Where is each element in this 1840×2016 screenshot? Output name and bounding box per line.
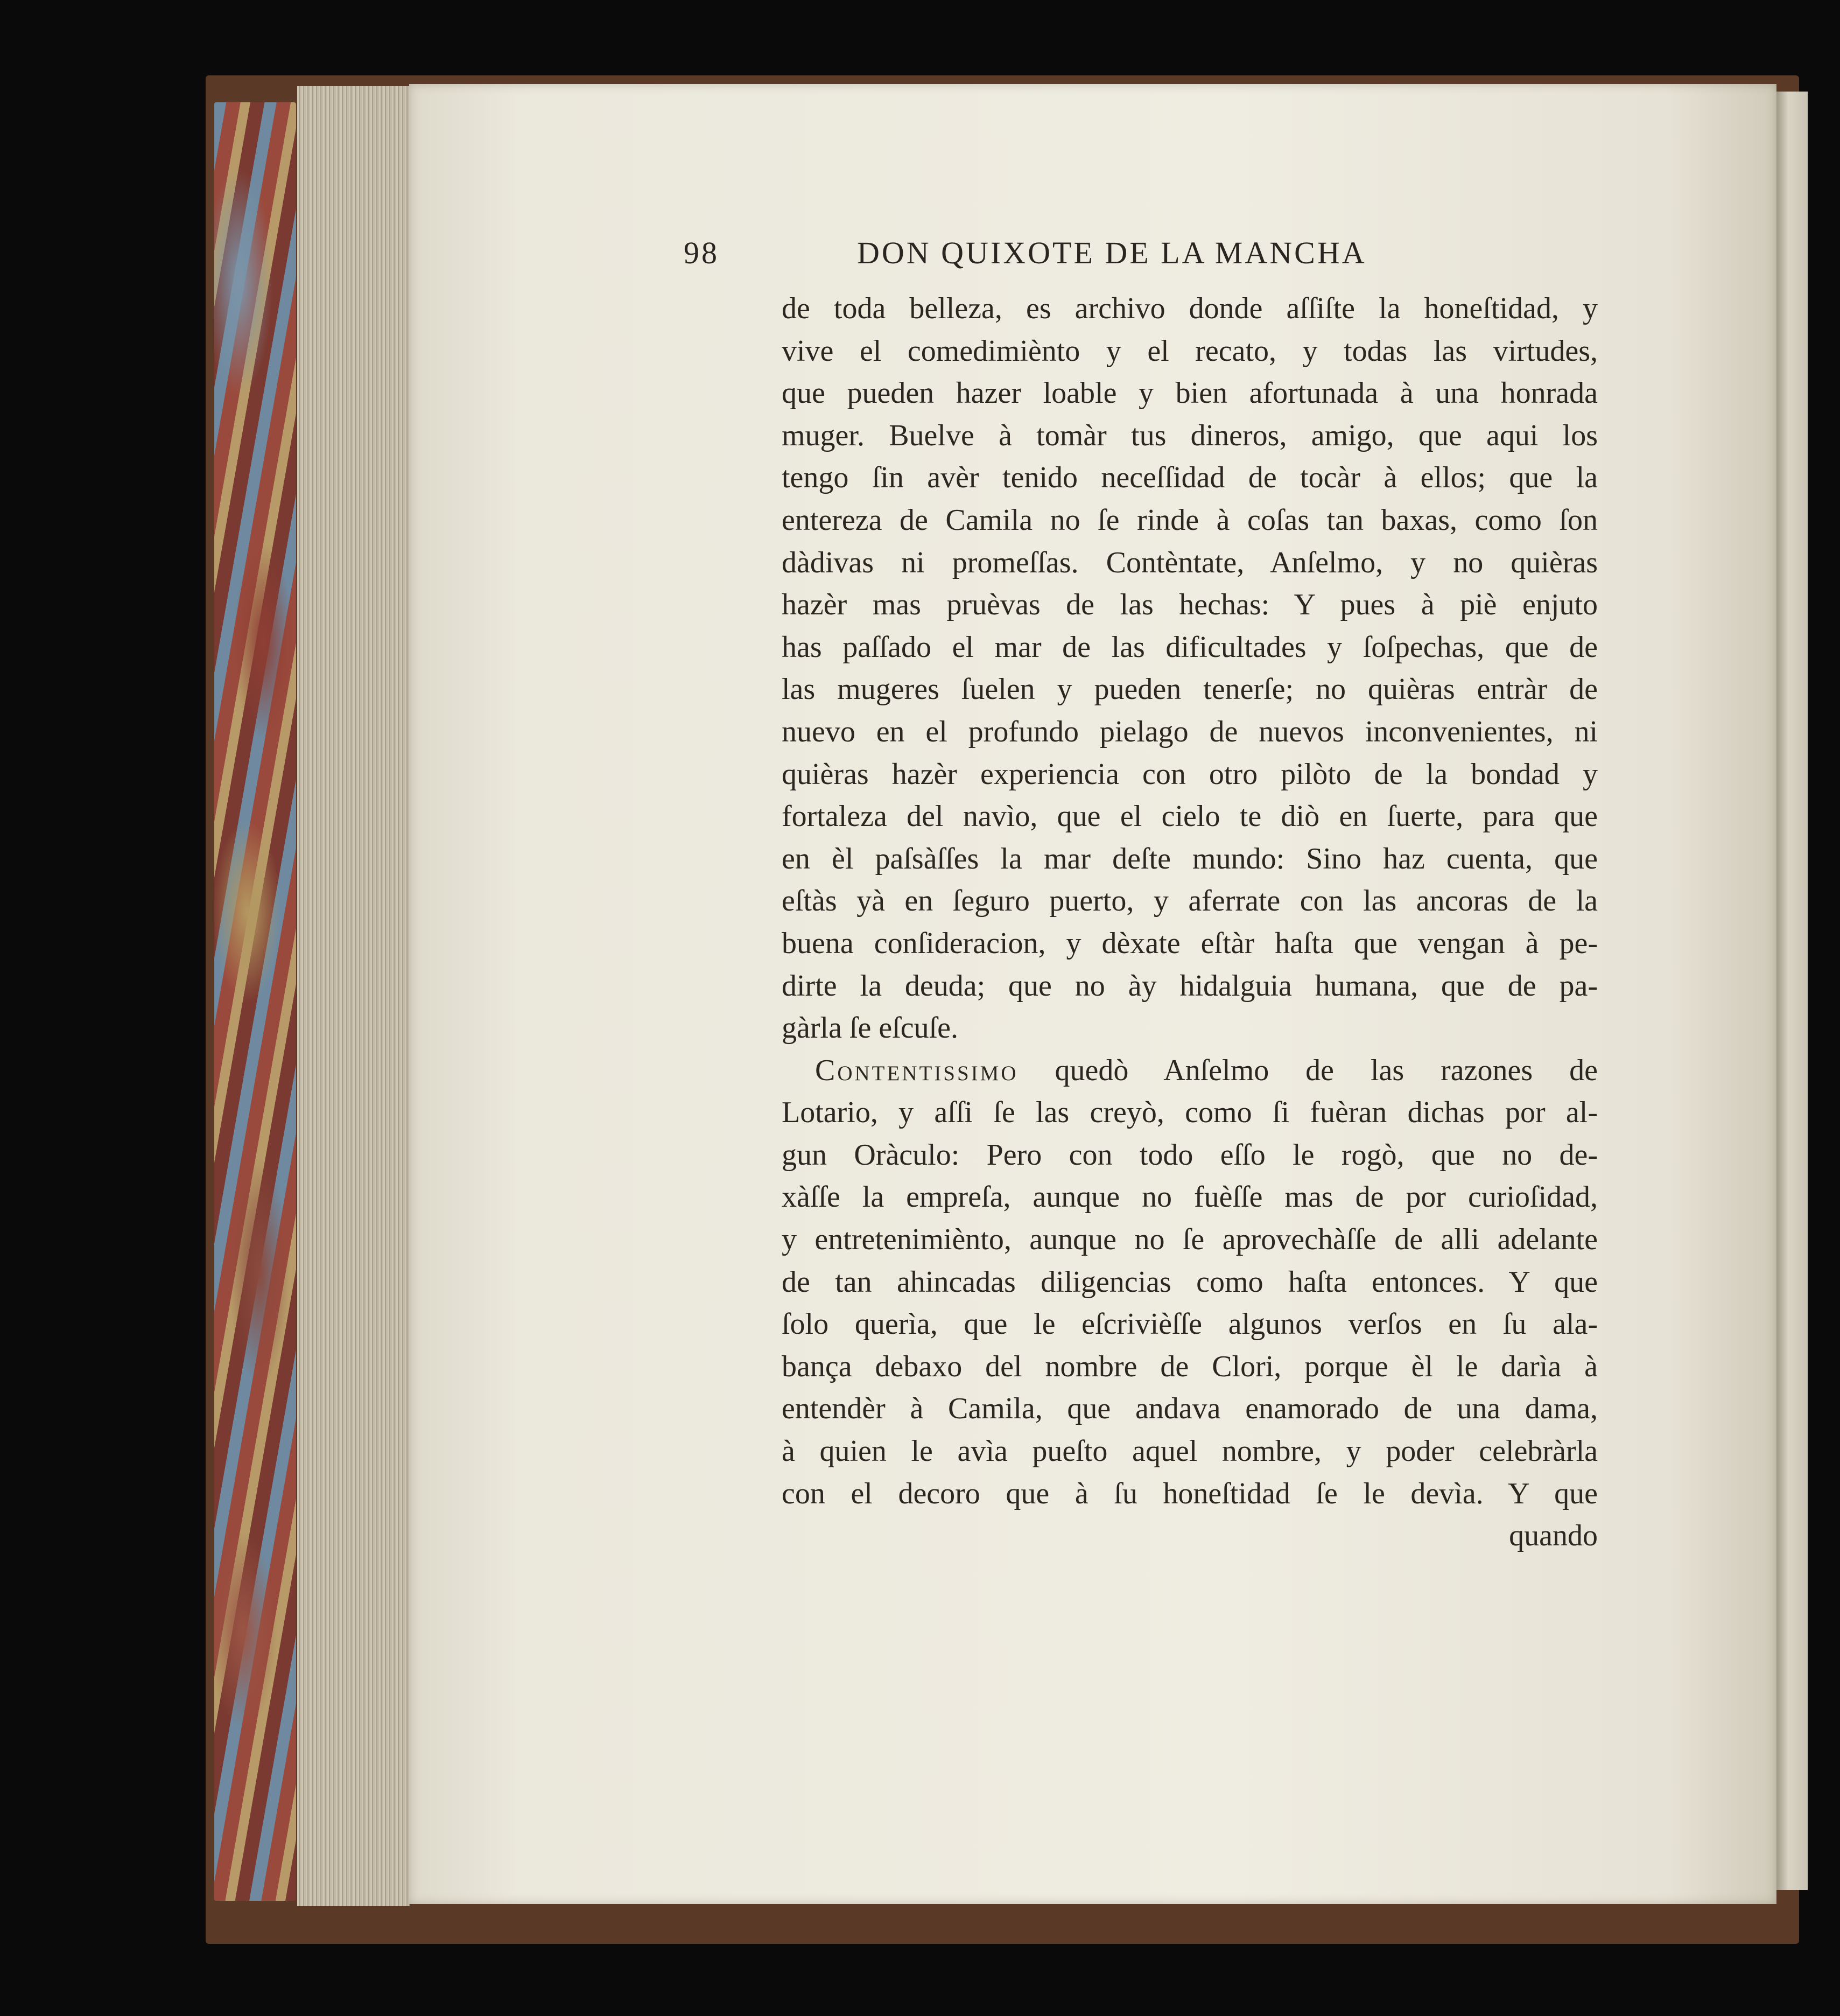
catchword: quando bbox=[1509, 1519, 1598, 1553]
text-line: quièras hazèr experiencia con otro pilòto de la bondad y bbox=[782, 757, 1598, 791]
text-line: vive el comedimiènto y el recato, y todas las virtudes, bbox=[782, 334, 1598, 368]
text-line: fortaleza del navìo, que el cielo te diò en ſuerte, para que bbox=[782, 800, 1598, 834]
text-line: gàrla ſe eſcuſe. bbox=[782, 1011, 959, 1045]
text-line: con el decoro que à ſu honeſtidad ſe le devìa. Y que bbox=[782, 1476, 1598, 1510]
page-number: 98 bbox=[684, 235, 719, 270]
text-line: buena conſideracion, y dèxate eſtàr haſta que vengan à pe- bbox=[782, 926, 1598, 960]
text-line: nuevo en el profundo pielago de nuevos inconvenientes, ni bbox=[782, 715, 1598, 748]
text-line: entendèr à Camila, que andava enamorado de una dama, bbox=[782, 1392, 1598, 1426]
text-block bbox=[782, 288, 1598, 1557]
text-line: à quien le avìa pueſto aquel nombre, y poder celebràrla bbox=[782, 1434, 1598, 1468]
text-line: ſolo querìa, que le eſcrivièſſe algunos verſos en ſu ala- bbox=[782, 1307, 1598, 1341]
text-line: tengo ſin avèr tenido neceſſidad de tocàr à ellos; que la bbox=[782, 461, 1598, 495]
text-line: Lotario, y aſſi ſe las creyò, como ſi fuèran dichas por al- bbox=[782, 1096, 1598, 1130]
text-line: hazèr mas pruèvas de las hechas: Y pues à piè enjuto bbox=[782, 588, 1598, 622]
text-line: eſtàs yà en ſeguro puerto, y aferrate con las ancoras de la bbox=[782, 884, 1598, 918]
marbled-edge bbox=[214, 102, 296, 1901]
paragraph-opening-text: quedò Anſelmo de las razones de bbox=[1055, 1053, 1598, 1087]
facing-page-edge bbox=[1775, 92, 1808, 1890]
text-line: y entretenimiènto, aunque no ſe aprovechàſſe de alli adelante bbox=[782, 1223, 1598, 1257]
text-line: has paſſado el mar de las dificultades y ſoſpechas, que de bbox=[782, 630, 1598, 664]
text-line: xàſſe la empreſa, aunque no fuèſſe mas de por curioſidad, bbox=[782, 1180, 1598, 1214]
text-line: dirte la deuda; que no ày hidalguia humana, que de pa- bbox=[782, 969, 1598, 1003]
page-edges bbox=[297, 86, 410, 1906]
text-line: de toda belleza, es archivo donde aſſiſte la honeſtidad, y bbox=[782, 292, 1598, 325]
text-line: dàdivas ni promeſſas. Contèntate, Anſelmo, y no quièras bbox=[782, 545, 1598, 579]
text-line: entereza de Camila no ſe rinde à coſas tan baxas, como ſon bbox=[782, 503, 1598, 537]
text-line: que pueden hazer loable y bien afortunada à una honrada bbox=[782, 376, 1598, 410]
text-line: gun Oràculo: Pero con todo eſſo le rogò, que no de- bbox=[782, 1138, 1598, 1172]
running-head bbox=[684, 235, 1513, 278]
text-line: muger. Buelve à tomàr tus dineros, amigo, que aqui los bbox=[782, 418, 1598, 452]
text-line: de tan ahincadas diligencias como haſta entonces. Y que bbox=[782, 1265, 1598, 1299]
text-line: las mugeres ſuelen y pueden tenerſe; no quièras entràr de bbox=[782, 673, 1598, 706]
text-line: bança debaxo del nombre de Clori, porque èl le darìa à bbox=[782, 1349, 1598, 1383]
running-title: DON QUIXOTE DE LA MANCHA bbox=[857, 235, 1367, 270]
paragraph-lead-word: Contentissimo bbox=[815, 1053, 1019, 1087]
paragraph-opening-line bbox=[782, 1049, 1598, 1092]
text-line: en èl paſsàſſes la mar deſte mundo: Sino haz cuenta, que bbox=[782, 842, 1598, 876]
